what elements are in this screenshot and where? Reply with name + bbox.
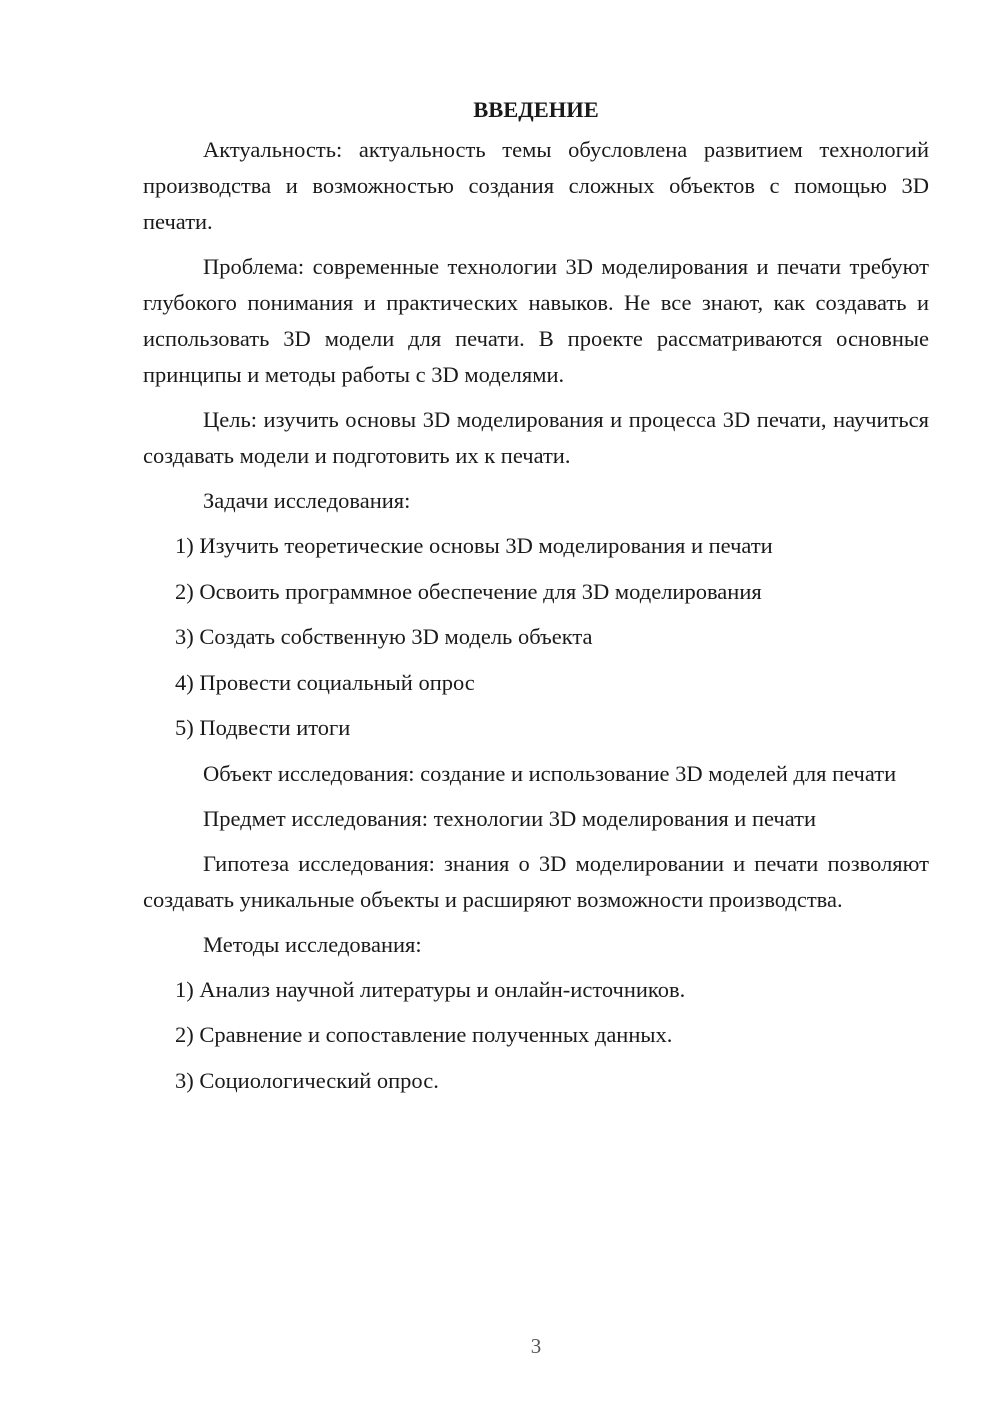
list-item: 1) Анализ научной литературы и онлайн-источников. — [175, 976, 686, 1002]
list-item: 3) Социологический опрос. — [175, 1067, 439, 1093]
list-item: 4) Провести социальный опрос — [175, 669, 475, 695]
subject-paragraph: Предмет исследования: технологии 3D моделирования и печати — [203, 805, 817, 831]
problem-paragraph: Проблема: современные технологии 3D моделирования и печати требуют глубокого понимания и практических навыков. Не все знают, как создавать и использовать 3D модели для печати. В проекте рассматриваются основные принципы и методы работы с 3D моделями. — [143, 254, 929, 387]
page-content — [143, 92, 929, 1108]
list-item: 5) Подвести итоги — [175, 715, 351, 740]
goal-paragraph: Цель: изучить основы 3D моделирования и процесса 3D печати, научиться создавать модели и подготовить их к печати. — [143, 407, 929, 468]
methods-heading: Методы исследования: — [203, 931, 422, 957]
list-item: 1) Изучить теоретические основы 3D моделирования и печати — [175, 533, 773, 558]
list-item: 3) Создать собственную 3D модель объекта — [175, 624, 593, 649]
hypothesis-paragraph: Гипотеза исследования: знания о 3D моделировании и печати позволяют создавать уникальные объекты и расширяют возможности производства. — [143, 850, 929, 912]
relevance-paragraph: Актуальность: актуальность темы обусловлена развитием технологий производства и возможностью создания сложных объектов с помощью 3D печати. — [143, 137, 929, 234]
page-title: ВВЕДЕНИЕ — [473, 97, 599, 122]
list-item: 2) Сравнение и сопоставление полученных данных. — [175, 1022, 673, 1047]
tasks-list — [143, 528, 929, 746]
object-paragraph: Объект исследования: создание и использование 3D моделей для печати — [203, 760, 897, 786]
page-number: 3 — [530, 1334, 542, 1358]
methods-list — [143, 972, 929, 1099]
list-item: 2) Освоить программное обеспечение для 3D моделирования — [175, 578, 762, 604]
tasks-heading: Задачи исследования: — [203, 488, 411, 513]
